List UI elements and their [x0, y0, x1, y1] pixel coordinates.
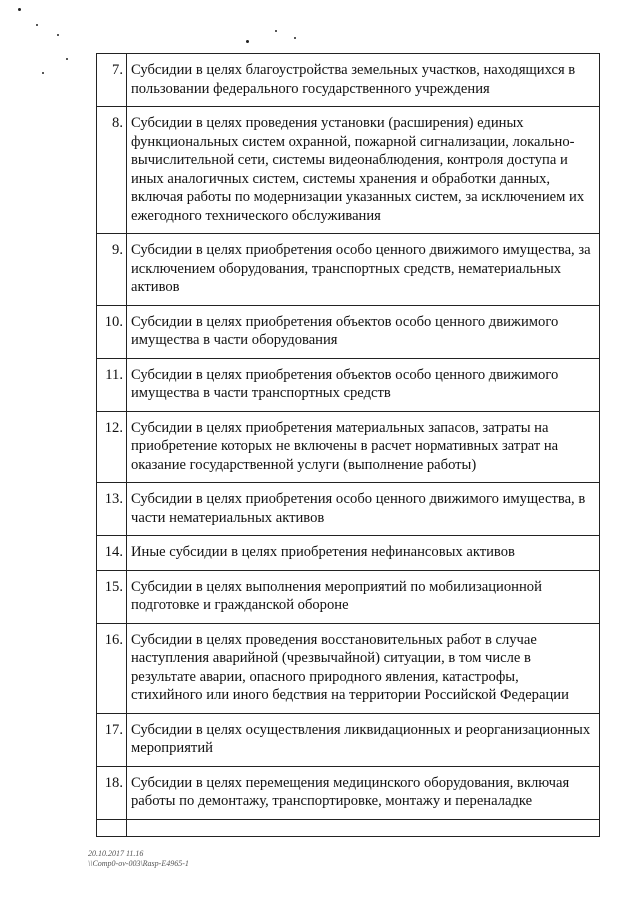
row-number: 8.	[97, 107, 127, 234]
table-row	[97, 411, 600, 483]
row-text: Субсидии в целях проведения установки (расширения) единых функциональных систем охранной, пожарной сигнализации, локально-вычислительной сети, системы видеонаблюдения, контроля доступа и иных аналогичных систем, системы хранения и обработки данных, включая работы по модернизации указанных систем, за исключением их ежегодного технического обслуживания	[127, 107, 600, 234]
row-text: Субсидии в целях благоустройства земельных участков, находящихся в пользовании федерального государственного учреждения	[127, 54, 600, 107]
row-number: 10.	[97, 305, 127, 358]
table-row	[97, 536, 600, 571]
row-number: 13.	[97, 483, 127, 536]
subsidies-table	[96, 53, 600, 837]
table-row	[97, 107, 600, 234]
row-number: 7.	[97, 54, 127, 107]
document-footer	[88, 849, 189, 869]
empty-row	[97, 819, 600, 836]
row-text: Субсидии в целях приобретения особо ценного движимого имущества, в части нематериальных активов	[127, 483, 600, 536]
row-text: Субсидии в целях перемещения медицинского оборудования, включая работы по демонтажу, транспортировке, монтажу и переналадке	[127, 766, 600, 819]
empty-cell	[97, 819, 127, 836]
row-number: 18.	[97, 766, 127, 819]
row-number: 12.	[97, 411, 127, 483]
row-number: 15.	[97, 570, 127, 623]
row-text: Субсидии в целях осуществления ликвидационных и реорганизационных мероприятий	[127, 713, 600, 766]
scan-speck	[18, 8, 21, 11]
table-row	[97, 54, 600, 107]
scan-speck	[246, 40, 249, 43]
table-row	[97, 713, 600, 766]
table-row	[97, 766, 600, 819]
scan-speck	[36, 24, 38, 26]
table-row	[97, 305, 600, 358]
row-text: Иные субсидии в целях приобретения нефинансовых активов	[127, 536, 600, 571]
table-row	[97, 483, 600, 536]
row-text: Субсидии в целях приобретения особо ценного движимого имущества, за исключением оборудования, транспортных средств, нематериальных активов	[127, 234, 600, 306]
row-number: 11.	[97, 358, 127, 411]
row-number: 16.	[97, 623, 127, 713]
row-text: Субсидии в целях выполнения мероприятий по мобилизационной подготовке и гражданской обороне	[127, 570, 600, 623]
row-number: 9.	[97, 234, 127, 306]
row-text: Субсидии в целях приобретения объектов особо ценного движимого имущества в части транспортных средств	[127, 358, 600, 411]
scan-speck	[294, 37, 296, 39]
scan-speck	[66, 58, 68, 60]
row-number: 17.	[97, 713, 127, 766]
scan-speck	[42, 72, 44, 74]
footer-timestamp: 20.10.2017 11.16	[88, 849, 144, 858]
scan-speck	[275, 30, 277, 32]
table-row	[97, 570, 600, 623]
table-row	[97, 234, 600, 306]
table-row	[97, 623, 600, 713]
row-number: 14.	[97, 536, 127, 571]
row-text: Субсидии в целях приобретения объектов особо ценного движимого имущества в части оборудования	[127, 305, 600, 358]
scan-speck	[57, 34, 59, 36]
empty-cell	[127, 819, 600, 836]
row-text: Субсидии в целях проведения восстановительных работ в случае наступления аварийной (чрезвычайной) ситуации, в том числе в результате аварии, опасного природного явления, катастрофы, стихийного или иного бедствия на территории Российской Федерации	[127, 623, 600, 713]
table-row	[97, 358, 600, 411]
row-text: Субсидии в целях приобретения материальных запасов, затраты на приобретение которых не включены в расчет нормативных затрат на оказание государственной услуги (выполнение работы)	[127, 411, 600, 483]
footer-file-path: \\Comp0-ov-003\Rasp-E4965-1	[88, 859, 189, 868]
